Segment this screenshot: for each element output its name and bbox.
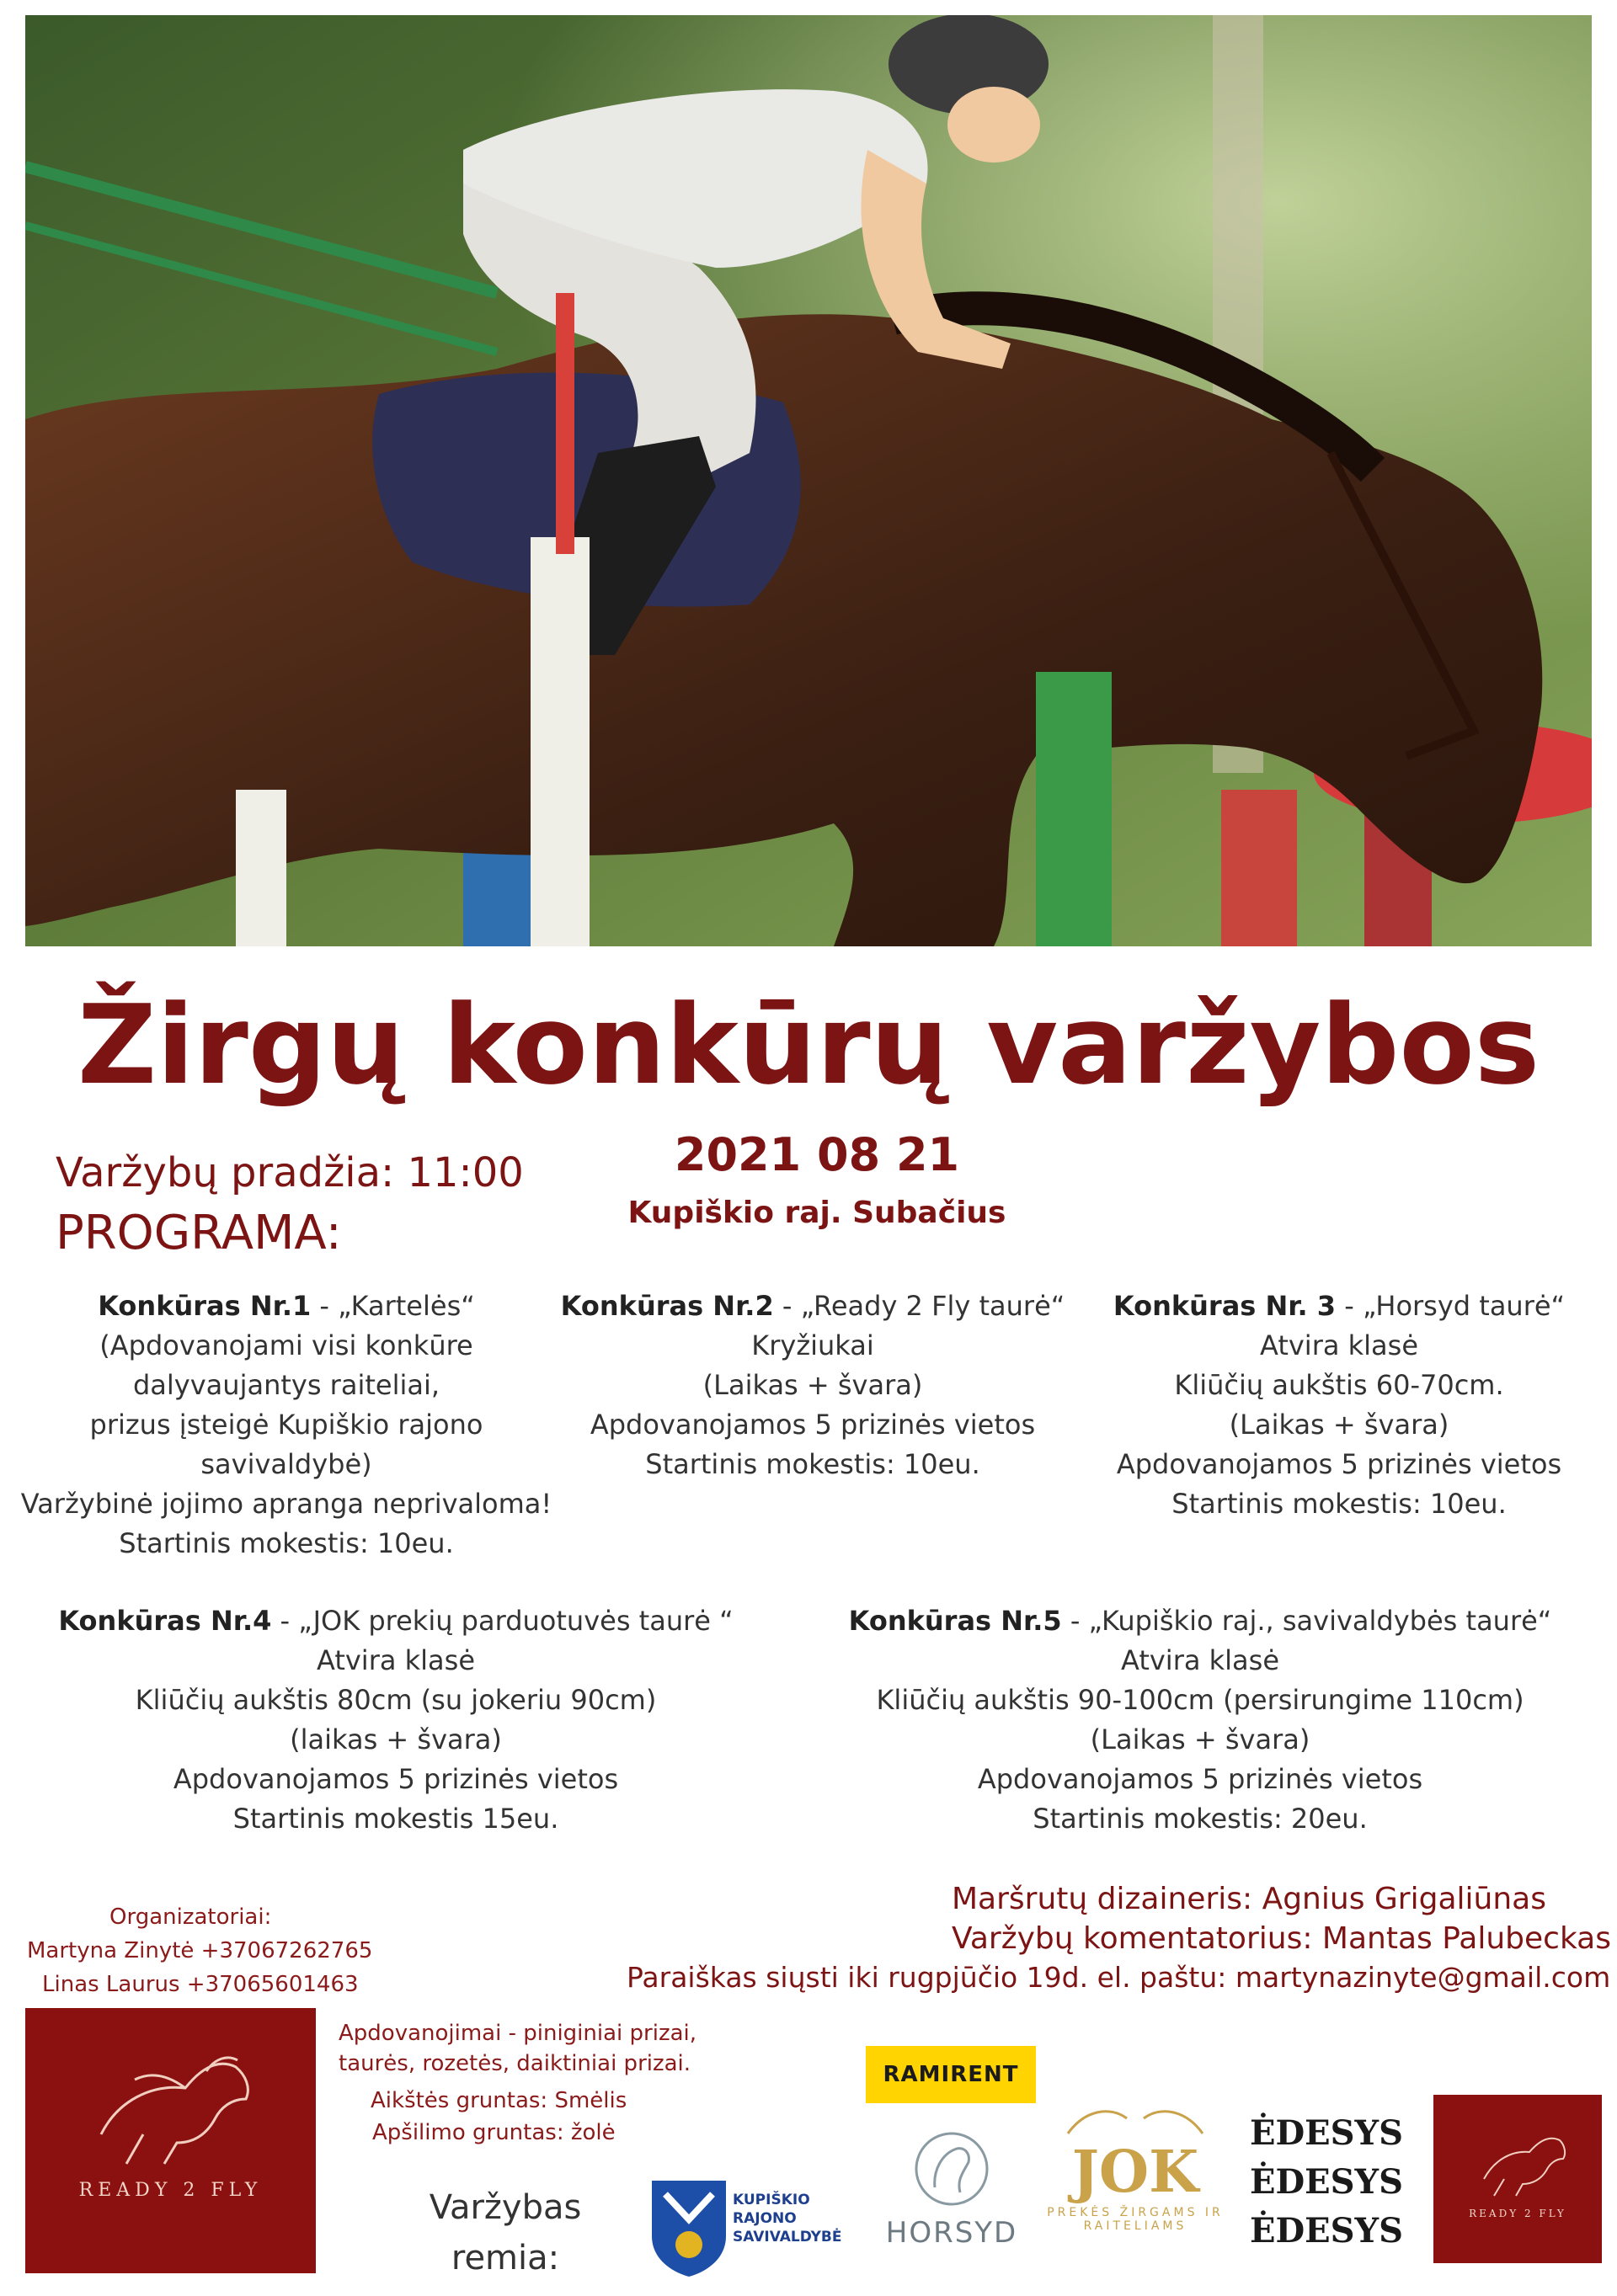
event-line: Startinis mokestis: 10eu.	[119, 1527, 454, 1559]
start-time: Varžybų pradžia: 11:00	[56, 1149, 524, 1196]
jok-logo-text: JOK	[1071, 2139, 1199, 2206]
organizers-heading: Organizatoriai:	[109, 1904, 272, 1930]
event-4-heading	[25, 1601, 766, 1641]
event-date: 2021 08 21	[674, 1128, 960, 1181]
kupiskis-logo-line: SAVIVALDYBĖ	[733, 2229, 842, 2245]
horse-icon	[1433, 2095, 1602, 2204]
event-subtitle: - „Ready 2 Fly taurė“	[773, 1290, 1065, 1322]
ready2fly-small-logo-text: READY 2 FLY	[1469, 2208, 1566, 2219]
event-name: Konkūras Nr. 3	[1113, 1290, 1337, 1322]
event-line: Kliūčių aukštis 90-100cm (persirungime 110cm)	[876, 1684, 1524, 1716]
event-1	[17, 1287, 556, 1564]
coat-of-arms-icon	[648, 2177, 729, 2278]
event-line: Apdovanojamos 5 prizinės vietos	[977, 1763, 1423, 1795]
organizer-contact: Linas Laurus +37065601463	[42, 1972, 359, 1997]
event-line: prizus įsteigė Kupiškio rajono	[89, 1409, 483, 1441]
application-deadline: Paraiškas siųsti iki rugpjūčio 19d. el. paštu: martynazinyte@gmail.com	[627, 1961, 1611, 1994]
event-subtitle: - „Horsyd taurė“	[1336, 1290, 1566, 1322]
event-3-heading	[1086, 1287, 1592, 1326]
event-name: Konkūras Nr.1	[98, 1290, 312, 1322]
event-line: Apdovanojamos 5 prizinės vietos	[1116, 1448, 1562, 1480]
warmup-soil: Apšilimo gruntas: žolė	[372, 2120, 616, 2145]
event-subtitle: - „Kupiškio raj., savivaldybės taurė“	[1061, 1605, 1552, 1637]
event-name: Konkūras Nr.4	[58, 1605, 272, 1637]
ready2fly-logo	[25, 2008, 316, 2273]
event-line: Startinis mokestis 15eu.	[232, 1803, 559, 1835]
edesys-logo-line: ĖDESYS	[1250, 2113, 1403, 2153]
horsyd-logo-text: HORSYD	[885, 2216, 1018, 2250]
event-line: Startinis mokestis: 10eu.	[1171, 1488, 1507, 1520]
kupiskis-municipality-logo	[648, 2177, 867, 2278]
horse-icon	[25, 2008, 316, 2176]
course-designer: Maršrutų dizaineris: Agnius Grigaliūnas	[952, 1882, 1546, 1916]
event-line: Apdovanojamos 5 prizinės vietos	[173, 1763, 619, 1795]
edesys-logo-line: ĖDESYS	[1250, 2162, 1403, 2202]
event-line: Apdovanojamos 5 prizinės vietos	[590, 1409, 1036, 1441]
kupiskis-logo-line: RAJONO	[733, 2210, 797, 2227]
ready2fly-logo-text: READY 2 FLY	[78, 2180, 263, 2201]
arena-soil: Aikštės gruntas: Smėlis	[371, 2088, 627, 2113]
event-3	[1086, 1287, 1592, 1524]
event-line: dalyvaujantys raiteliai,	[132, 1369, 440, 1401]
event-line: Atvira klasė	[1259, 1329, 1419, 1361]
supported-by	[404, 2182, 606, 2283]
jok-horses-icon	[1043, 2102, 1228, 2135]
event-line: (Laikas + švara)	[702, 1369, 923, 1401]
event-subtitle: - „Kartelės“	[311, 1290, 475, 1322]
event-line: (Laikas + švara)	[1090, 1723, 1310, 1755]
event-4	[25, 1601, 766, 1839]
event-line: (laikas + švara)	[290, 1723, 502, 1755]
event-line: savivaldybė)	[200, 1448, 372, 1480]
horsyd-logo	[876, 2128, 1027, 2250]
event-line: Varžybinė jojimo apranga neprivaloma!	[20, 1488, 552, 1520]
event-line: (Apdovanojami visi konkūre	[99, 1329, 473, 1361]
event-5-heading	[800, 1601, 1600, 1641]
event-2-heading	[556, 1287, 1070, 1326]
supported-by-line: Varžybas	[429, 2188, 582, 2227]
event-line: Atvira klasė	[316, 1644, 476, 1676]
ramirent-logo: RAMIRENT	[866, 2046, 1036, 2103]
edesys-logo-line: ĖDESYS	[1250, 2211, 1403, 2251]
horsyd-horse-icon	[876, 2128, 1027, 2213]
event-5	[800, 1601, 1600, 1839]
event-name: Konkūras Nr.5	[848, 1605, 1062, 1637]
event-line: Kliūčių aukštis 80cm (su jokeriu 90cm)	[135, 1684, 657, 1716]
event-line: (Laikas + švara)	[1229, 1409, 1449, 1441]
page-title: Žirgų konkūrų varžybos	[77, 981, 1540, 1109]
event-location: Kupiškio raj. Subačius	[627, 1196, 1006, 1230]
event-1-heading	[17, 1287, 556, 1326]
awards-info: Apdovanojimai - piniginiai prizai, taurės, rozetės, daiktiniai prizai.	[339, 2021, 697, 2076]
edesys-logo	[1250, 2109, 1403, 2256]
jok-logo-subtitle: PREKĖS ŽIRGAMS IR RAITELIAMS	[1047, 2206, 1224, 2233]
event-line: Atvira klasė	[1120, 1644, 1280, 1676]
organizer-contact: Martyna Zinytė +37067262765	[27, 1938, 373, 1963]
event-line: Kryžiukai	[751, 1329, 874, 1361]
event-line: Kliūčių aukštis 60-70cm.	[1174, 1369, 1504, 1401]
commentator: Varžybų komentatorius: Mantas Palubeckas	[952, 1921, 1611, 1956]
event-name: Konkūras Nr.2	[560, 1290, 774, 1322]
jok-logo	[1043, 2102, 1228, 2233]
ready2fly-logo-small	[1433, 2095, 1602, 2263]
event-subtitle: - „JOK prekių parduotuvės taurė “	[271, 1605, 734, 1637]
hero-photo	[25, 15, 1592, 946]
kupiskis-logo-text	[733, 2191, 841, 2246]
event-line: Startinis mokestis: 20eu.	[1033, 1803, 1368, 1835]
kupiskis-logo-line: KUPIŠKIO	[733, 2192, 810, 2208]
event-line: Startinis mokestis: 10eu.	[645, 1448, 980, 1480]
event-2	[556, 1287, 1070, 1484]
program-heading: PROGRAMA:	[56, 1206, 342, 1260]
supported-by-line: remia:	[451, 2239, 560, 2277]
